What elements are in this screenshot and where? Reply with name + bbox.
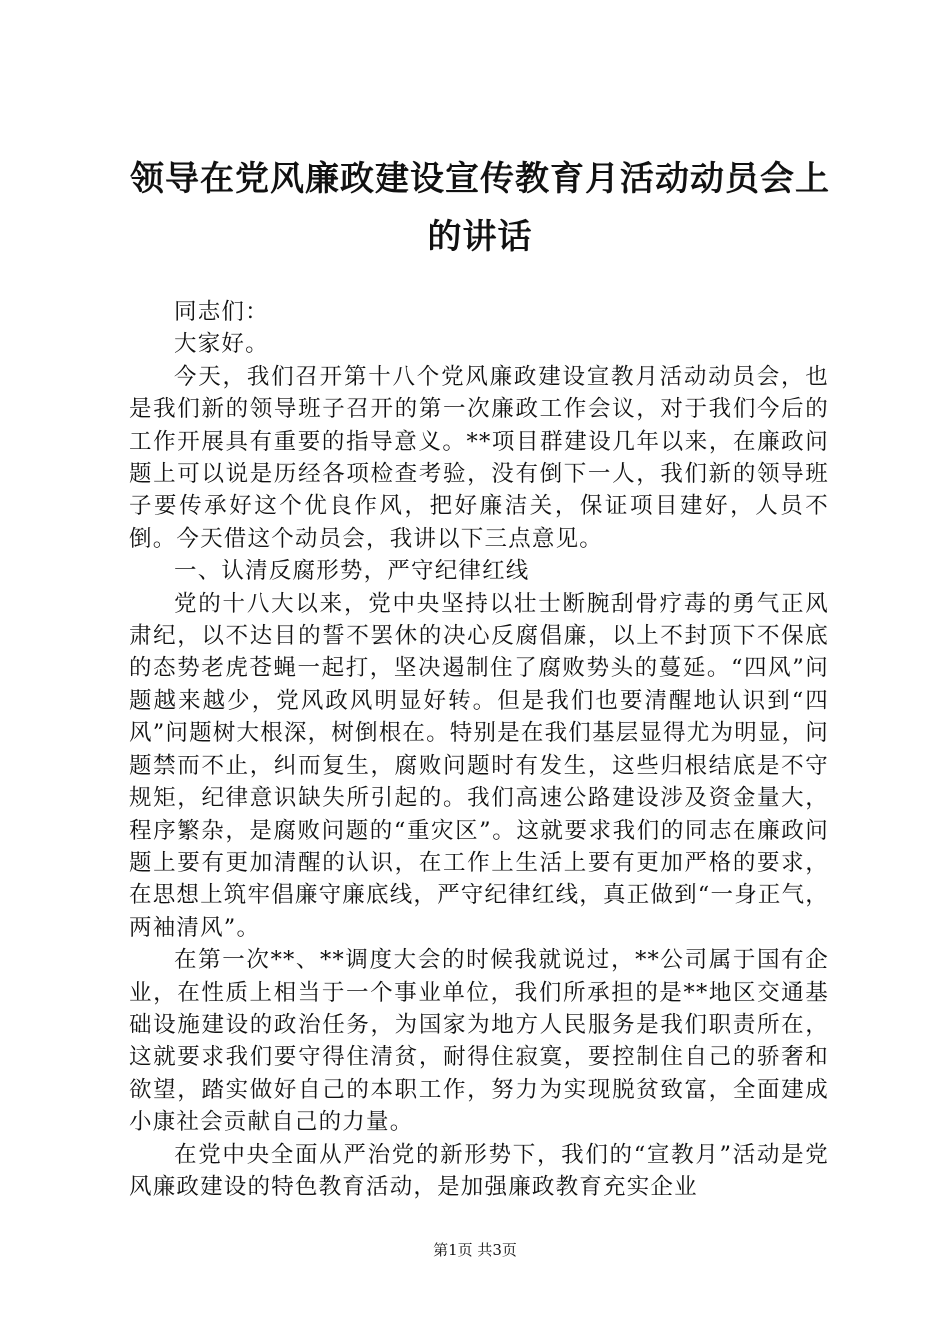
document-title: 领导在党风廉政建设宣传教育月活动动员会上的讲话 [130, 159, 830, 257]
paragraph-intro: 今天，我们召开第十八个党风廉政建设宣教月活动动员会，也是我们新的领导班子召开的第一次廉政工作会议，对于我们今后的工作开展具有重要的指导意义。**项目群建设几年以来，在廉政问题上可以说是历经各项检查考验，没有倒下一人，我们新的领导班子要传承好这个优良作风，把好廉洁关，保证项目建好，人员不倒。今天借这个动员会，我讲以下三点意见。 [129, 363, 829, 552]
paragraph-company-duty: 在第一次**、**调度大会的时候我就说过，**公司属于国有企业，在性质上相当于一个事业单位，我们所承担的是**地区交通基础设施建设的政治任务，为国家为地方人民服务是我们职责所在，这就要求我们要守得住清贫，耐得住寂寞，要控制住自己的骄奢和欲望，踏实做好自己的本职工作，努力为实现脱贫致富，全面建成小康社会贡献自己的力量。 [129, 947, 829, 1136]
paragraph-anticorruption: 党的十八大以来，党中央坚持以壮士断腕刮骨疗毒的勇气正风肃纪，以不达目的誓不罢休的决心反腐倡廉，以上不封顶下不保底的态势老虎苍蝇一起打，坚决遏制住了腐败势头的蔓延。“四风”问题越来越少，党风政风明显好转。但是我们也要清醒地认识到“四风”问题树大根深，树倒根在。特别是在我们基层显得尤为明显，问题禁而不止，纠而复生，腐败问题时有发生，这些归根结底是不守规矩，纪律意识缺失所引起的。我们高速公路建设涉及资金量大，程序繁杂，是腐败问题的“重灾区”。这就要求我们的同志在廉政问题上要有更加清醒的认识，在工作上生活上要有更加严格的要求，在思想上筑牢倡廉守廉底线，严守纪律红线，真正做到“一身正气，两袖清风”。 [129, 590, 830, 941]
page-footer: 第1页 共3页 [433, 1241, 517, 1259]
paragraph-greeting: 大家好。 [174, 331, 269, 358]
paragraph-salutation: 同志们： [174, 299, 269, 325]
section-heading-1: 一、认清反腐形势，严守纪律红线 [174, 558, 530, 585]
document-body [129, 296, 829, 1203]
paragraph-education-month: 在党中央全面从严治党的新形势下，我们的“宣教月”活动是党风廉政建设的特色教育活动，是加强廉政教育充实企业 [129, 1141, 829, 1200]
